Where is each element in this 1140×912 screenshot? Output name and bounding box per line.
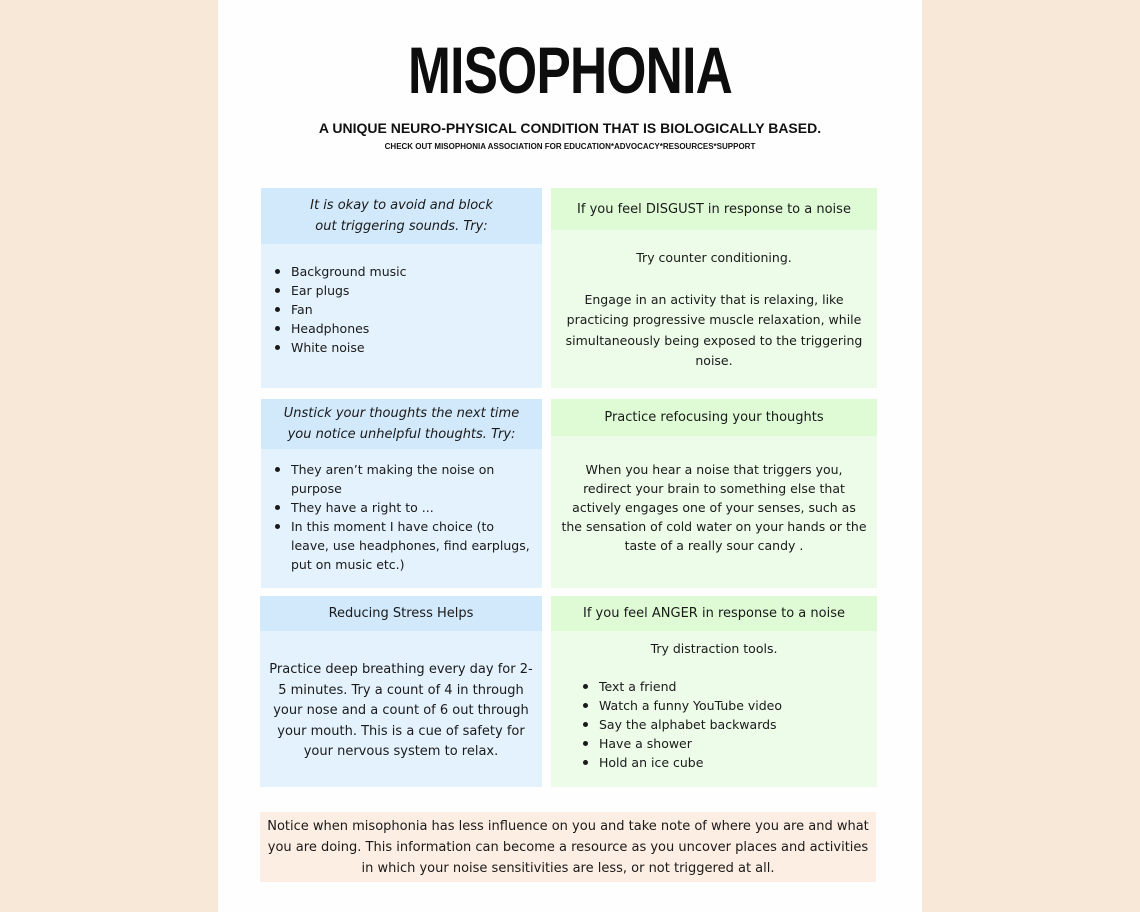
card-anger-lead-wrap [551, 639, 877, 658]
card-avoid-sounds [261, 188, 542, 388]
unstick-list [273, 460, 532, 574]
list-item: Text a friend [581, 677, 877, 696]
stress-paragraph: Practice deep breathing every day for 2-5 minutes. Try a count of 4 in through your nose and a count of 6 out through your mouth. This is a cue of safety for your nervous system to relax. [269, 662, 533, 759]
list-item: Watch a funny YouTube video [581, 696, 877, 715]
list-item: Fan [273, 300, 542, 319]
card-stress-body [260, 660, 542, 763]
list-item: In this moment I have choice (to leave, use headphones, find earplugs, put on music etc.) [273, 517, 532, 574]
card-stress-heading: Reducing Stress Helps [260, 596, 542, 631]
page-subtitle: A UNIQUE NEURO-PHYSICAL CONDITION THAT IS BIOLOGICALLY BASED. [318, 120, 822, 136]
card-refocus-heading: Practice refocusing your thoughts [551, 399, 877, 436]
card-anger-heading: If you feel ANGER in response to a noise [551, 596, 877, 631]
card-disgust-body [551, 248, 877, 372]
card-refocus-body [551, 460, 877, 555]
footer-note: Notice when misophonia has less influence on you and take note of where you are and what you are doing. This information can become a resource as you uncover places and activities in which your noise sensitivities are less, or not triggered at all. [260, 812, 876, 882]
anger-lead: Try distraction tools. [650, 641, 778, 656]
card-reducing-stress [260, 596, 542, 787]
list-item: White noise [273, 338, 542, 357]
list-item: Hold an ice cube [581, 753, 877, 772]
list-item: They have a right to ... [273, 498, 532, 517]
list-item: Ear plugs [273, 281, 542, 300]
card-unstick-body [261, 460, 542, 574]
card-avoid-heading: It is okay to avoid and block out triggering sounds. Try: [261, 188, 542, 244]
card-anger [551, 596, 877, 787]
list-item: Have a shower [581, 734, 877, 753]
avoid-list [273, 262, 542, 357]
card-unstick-thoughts [261, 399, 542, 588]
list-item: Background music [273, 262, 542, 281]
refocus-paragraph: When you hear a noise that triggers you, redirect your brain to something else that actively engages one of your senses, such as the sensation of cold water on your hands or the taste of a really sour candy . [561, 462, 867, 553]
disgust-paragraph: Engage in an activity that is relaxing, like practicing progressive muscle relaxation, while simultaneously being exposed to the triggering noise. [565, 291, 863, 368]
poster-page [218, 0, 922, 912]
disgust-lead: Try counter conditioning. [636, 250, 792, 265]
card-disgust [551, 188, 877, 388]
list-item: They aren’t making the noise on purpose [273, 460, 532, 498]
list-item: Headphones [273, 319, 542, 338]
card-anger-body [551, 677, 877, 772]
anger-list [581, 677, 877, 772]
list-item: Say the alphabet backwards [581, 715, 877, 734]
card-disgust-heading: If you feel DISGUST in response to a noise [551, 188, 877, 230]
page-title: MISOPHONIA [408, 33, 732, 107]
page-tagline: CHECK OUT MISOPHONIA ASSOCIATION FOR EDUCATION*ADVOCACY*RESOURCES*SUPPORT [384, 142, 756, 151]
card-unstick-heading: Unstick your thoughts the next time you notice unhelpful thoughts. Try: [261, 399, 542, 449]
card-avoid-body [261, 262, 542, 357]
card-refocus [551, 399, 877, 588]
